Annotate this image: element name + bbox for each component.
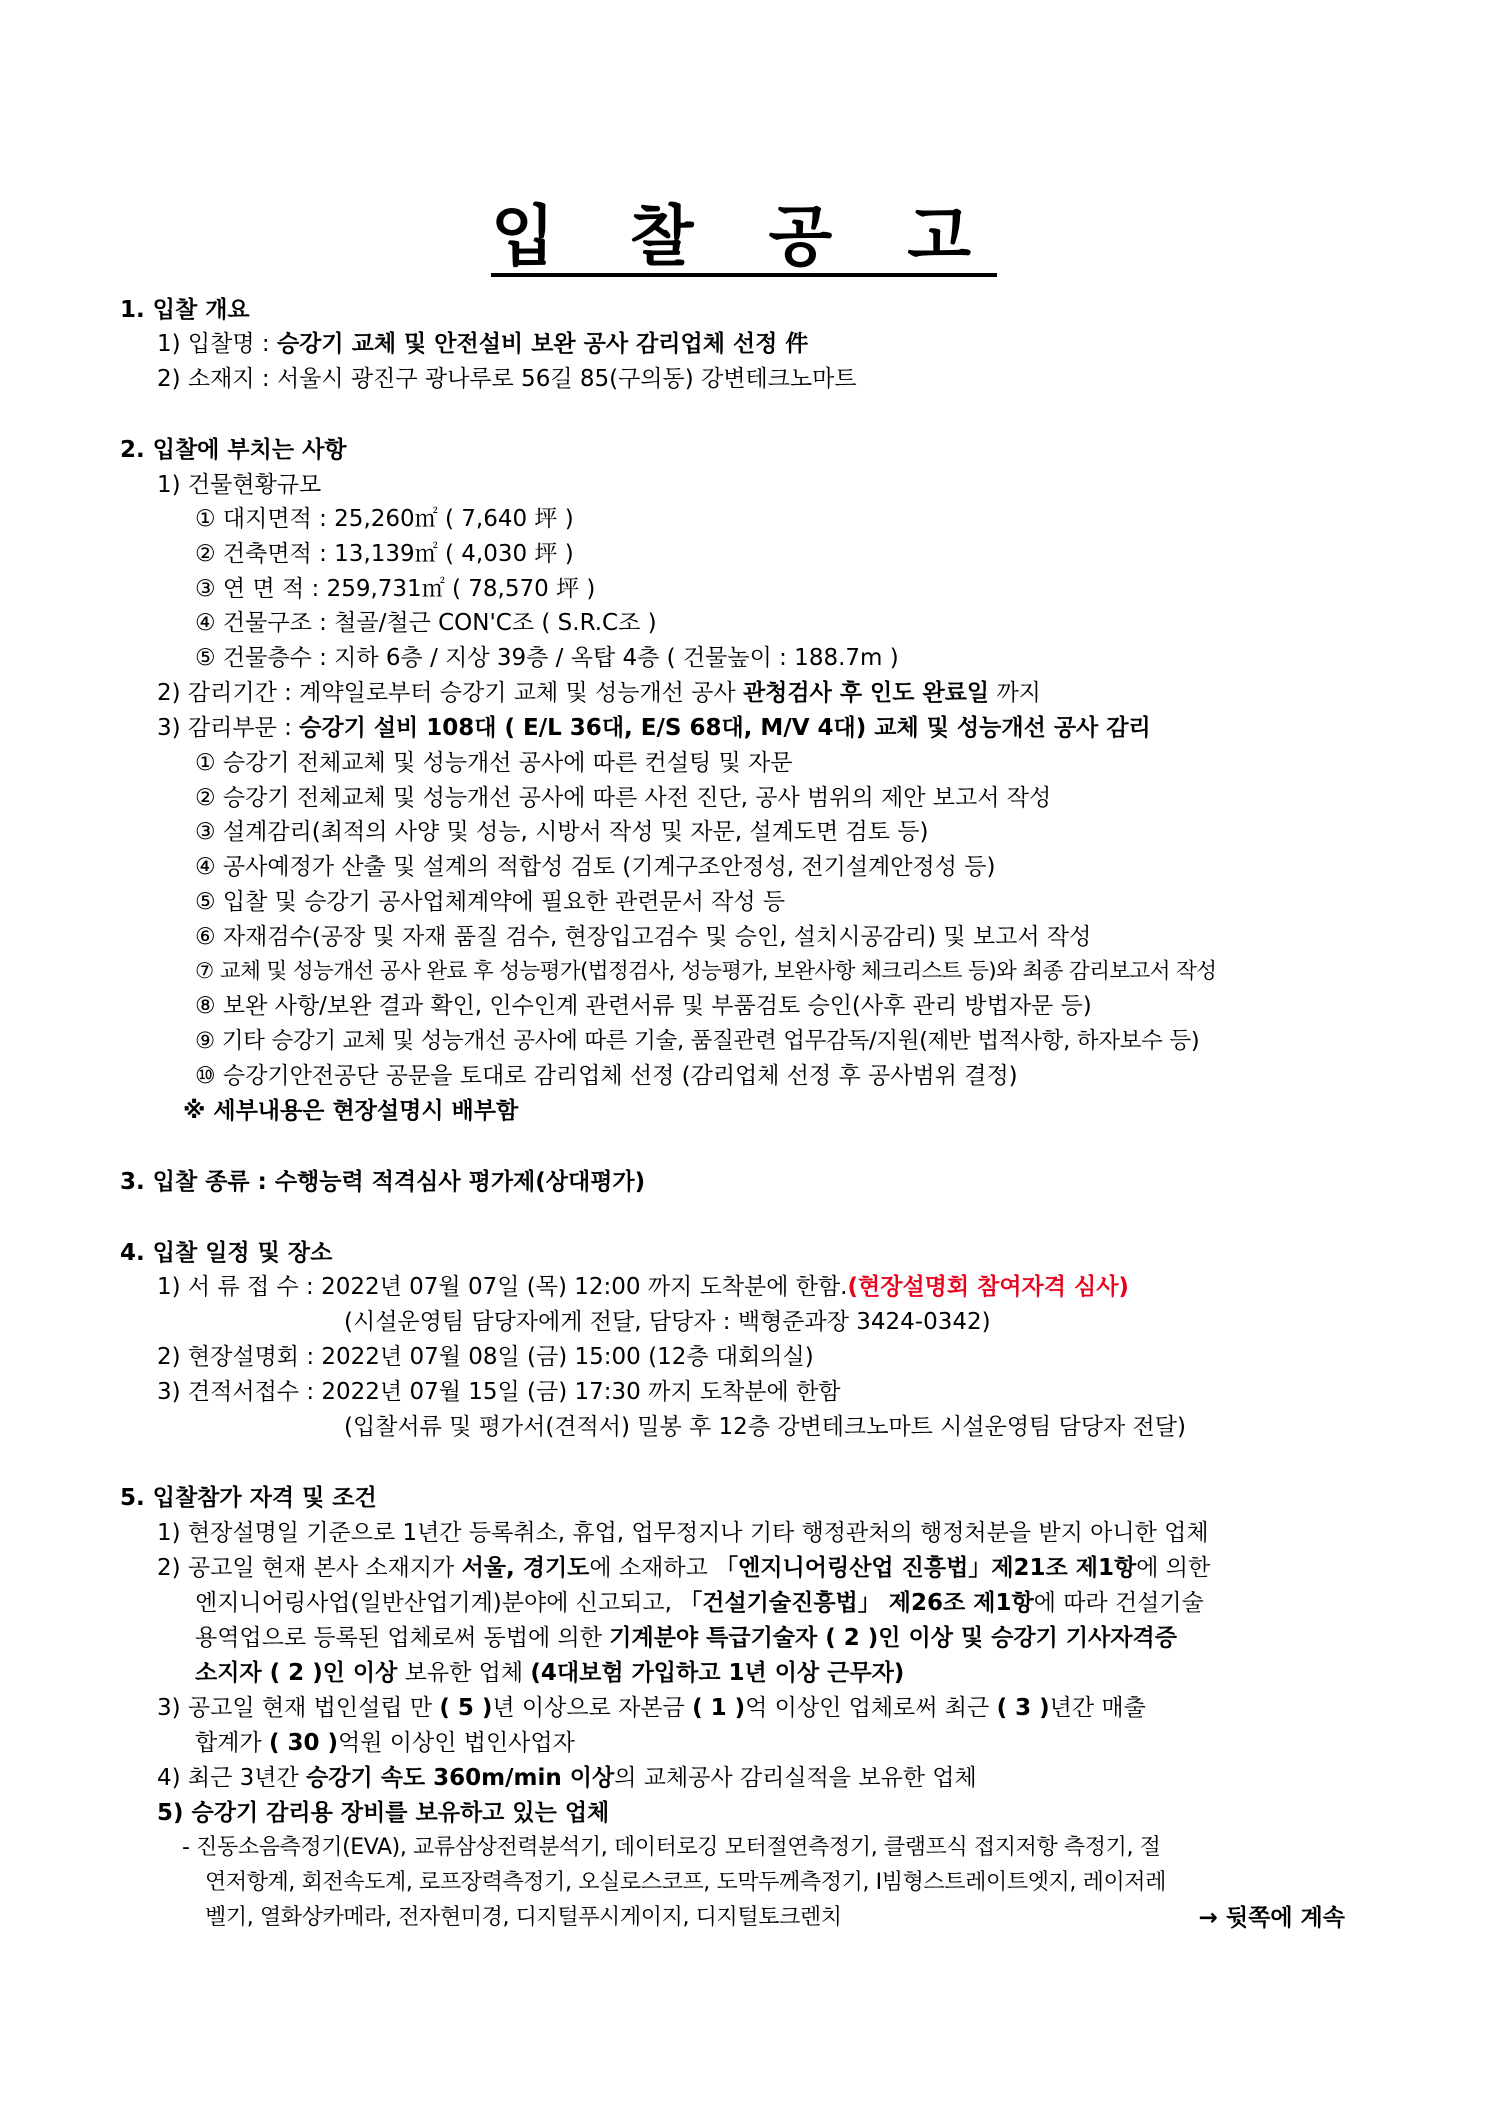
scope-note: ※ 세부내용은 현장설명시 배부함 bbox=[183, 1098, 519, 1124]
scope-bold: 승강기 설비 108대 ( E/L 36대, E/S 68대, M/V 4대) 교체 및 성능개선 공사 감리 bbox=[299, 715, 1151, 741]
scope-item: ⑤ 입찰 및 승강기 공사업체계약에 필요한 관련문서 작성 등 bbox=[195, 889, 786, 915]
text-bold: 제21조 제1항 bbox=[991, 1555, 1137, 1581]
section-5-heading: 5. 입찰참가 자격 및 조건 bbox=[120, 1485, 377, 1511]
period-suffix: 까지 bbox=[989, 680, 1041, 706]
condition-2-line-3 bbox=[195, 1621, 1177, 1655]
text-bold: 소지자 ( 2 )인 이상 bbox=[195, 1660, 398, 1686]
text-bold: ( 5 ) bbox=[439, 1695, 493, 1721]
continue-note: → 뒷쪽에 계속 bbox=[1198, 1905, 1345, 1931]
section-4-heading: 4. 입찰 일정 및 장소 bbox=[120, 1240, 333, 1266]
scope-item: ④ 공사예정가 산출 및 설계의 적합성 검토 (기계구조안정성, 전기설계안정성 등) bbox=[195, 854, 996, 880]
text: 의 교체공사 감리실적을 보유한 업체 bbox=[614, 1765, 977, 1791]
equipment-line-3 bbox=[205, 1901, 1345, 1935]
scope-item: ⑨ 기타 승강기 교체 및 성능개선 공사에 따른 기술, 품질관련 업무감독/지원(제반 법적사항, 하자보수 등) bbox=[195, 1028, 1200, 1054]
scope-item: ② 승강기 전체교체 및 성능개선 공사에 따른 사전 진단, 공사 범위의 제안 보고서 작성 bbox=[195, 785, 1052, 811]
condition-2-line-4 bbox=[195, 1656, 904, 1690]
condition-3-line-2 bbox=[195, 1726, 575, 1760]
text: 억원 이상인 법인사업자 bbox=[338, 1730, 575, 1756]
text: 에 소재하고 bbox=[589, 1555, 716, 1581]
scope-item: ③ 설계감리(최적의 사양 및 성능, 시방서 작성 및 자문, 설계도면 검토 등) bbox=[195, 819, 929, 845]
site-briefing: 2) 현장설명회 : 2022년 07월 08일 (금) 15:00 (12층 대회의실) bbox=[157, 1344, 814, 1370]
building-item: ① 대지면적 : 25,260㎡ ( 7,640 坪 ) bbox=[195, 506, 574, 532]
text: 억 이상인 업체로써 최근 bbox=[745, 1695, 997, 1721]
equipment-line-2: 연저항계, 회전속도계, 로프장력측정기, 오실로스코프, 도막두께측정기, I빔형스트레이트엣지, 레이저레 bbox=[205, 1870, 1166, 1895]
quote-submission: 3) 견적서접수 : 2022년 07월 15일 (금) 17:30 까지 도착분에 한함 bbox=[157, 1379, 841, 1405]
building-item: ④ 건물구조 : 철골/철근 CON'C조 ( S.R.C조 ) bbox=[195, 610, 657, 636]
building-item: ⑤ 건물층수 : 지하 6층 / 지상 39층 / 옥탑 4층 ( 건물높이 : 188.7m ) bbox=[195, 645, 899, 671]
condition-2-line-2 bbox=[195, 1586, 1204, 1620]
condition-5: 5) 승강기 감리용 장비를 보유하고 있는 업체 bbox=[157, 1800, 610, 1826]
text-bold: (4대보험 가입하고 1년 이상 근무자) bbox=[530, 1660, 905, 1686]
page-title: 입 찰 공 고 bbox=[491, 198, 997, 275]
scope-item: ① 승강기 전체교체 및 성능개선 공사에 따른 컨설팅 및 자문 bbox=[195, 750, 793, 776]
section-1-heading: 1. 입찰 개요 bbox=[120, 297, 250, 323]
bid-name-label: 1) 입찰명 : bbox=[157, 331, 277, 357]
doc-submission-note: (시설운영팀 담당자에게 전달, 담당자 : 백형준과장 3424-0342) bbox=[344, 1309, 991, 1335]
bid-name-line bbox=[157, 327, 808, 361]
condition-2-line-1 bbox=[157, 1551, 1210, 1585]
building-item: ③ 연 면 적 : 259,731㎡ ( 78,570 坪 ) bbox=[195, 576, 596, 602]
doc-submission-text: 1) 서 류 접 수 : 2022년 07월 07일 (목) 12:00 까지 도착분에 한함. bbox=[157, 1274, 848, 1300]
supervision-scope bbox=[157, 711, 1151, 745]
scope-item: ⑩ 승강기안전공단 공문을 토대로 감리업체 선정 (감리업체 선정 후 공사범위 결정) bbox=[195, 1063, 1018, 1089]
text-bold: 승강기 속도 360m/min 이상 bbox=[306, 1765, 615, 1791]
doc-submission bbox=[157, 1270, 1129, 1304]
text: 4) 최근 3년간 bbox=[157, 1765, 307, 1791]
supervision-period bbox=[157, 676, 1041, 710]
bid-name-value: 승강기 교체 및 안전설비 보완 공사 감리업체 선정 件 bbox=[276, 331, 809, 357]
building-item: ② 건축면적 : 13,139㎡ ( 4,030 坪 ) bbox=[195, 541, 574, 567]
text: 3) 공고일 현재 법인설립 만 bbox=[157, 1695, 440, 1721]
scope-item: ⑧ 보완 사항/보완 결과 확인, 인수인계 관련서류 및 부품검토 승인(사후 관리 방법자문 등) bbox=[195, 993, 1092, 1019]
doc-submission-highlight: (현장설명회 참여자격 심사) bbox=[847, 1274, 1129, 1300]
condition-4 bbox=[157, 1761, 977, 1795]
text-bold: ( 1 ) bbox=[692, 1695, 746, 1721]
text: 에 의한 bbox=[1136, 1555, 1211, 1581]
text-bold: 「건설기술진흥법」 제26조 제1항 bbox=[679, 1590, 1034, 1616]
condition-1: 1) 현장설명일 기준으로 1년간 등록취소, 휴업, 업무정지나 기타 행정관처의 행정처분을 받지 아니한 업체 bbox=[157, 1520, 1209, 1546]
text: 엔지니어링사업(일반산업기계)분야에 신고되고, bbox=[195, 1590, 680, 1616]
scope-item: ⑦ 교체 및 성능개선 공사 완료 후 성능평가(법정검사, 성능평가, 보완사항 체크리스트 등)와 최종 감리보고서 작성 bbox=[195, 959, 1217, 984]
text-bold: 서울, 경기도 bbox=[461, 1555, 590, 1581]
period-prefix: 2) 감리기간 : 계약일로부터 승강기 교체 및 성능개선 공사 bbox=[157, 680, 743, 706]
equipment-line-1: - 진동소음측정기(EVA), 교류삼상전력분석기, 데이터로깅 모터절연측정기, 클램프식 접지저항 측정기, 절 bbox=[182, 1835, 1161, 1860]
text-bold: 「엔지니어링산업 진흥법」 bbox=[715, 1555, 992, 1581]
text: 에 따라 건설기술 bbox=[1033, 1590, 1204, 1616]
section-2-heading: 2. 입찰에 부치는 사항 bbox=[120, 437, 347, 463]
text: 용역업으로 등록된 업체로써 동법에 의한 bbox=[195, 1625, 610, 1651]
text: 년간 매출 bbox=[1049, 1695, 1146, 1721]
text: 2) 공고일 현재 본사 소재지가 bbox=[157, 1555, 462, 1581]
text-bold: ( 3 ) bbox=[996, 1695, 1050, 1721]
section-3-heading: 3. 입찰 종류 : 수행능력 적격심사 평가제(상대평가) bbox=[120, 1169, 646, 1195]
text: 보유한 업체 bbox=[397, 1660, 531, 1686]
text: 년 이상으로 자본금 bbox=[492, 1695, 693, 1721]
scope-item: ⑥ 자재검수(공장 및 자재 품질 검수, 현장입고검수 및 승인, 설치시공감리) 및 보고서 작성 bbox=[195, 924, 1092, 950]
text-bold: 기계분야 특급기술자 ( 2 )인 이상 및 승강기 기사자격증 bbox=[609, 1625, 1177, 1651]
equipment-text: 벨기, 열화상카메라, 전자현미경, 디지털푸시게이지, 디지털토크렌치 bbox=[205, 1905, 842, 1930]
quote-submission-note: (입찰서류 및 평가서(견적서) 밀봉 후 12층 강변테크노마트 시설운영팀 담당자 전달) bbox=[344, 1414, 1186, 1440]
period-bold: 관청검사 후 인도 완료일 bbox=[742, 680, 990, 706]
condition-3-line-1 bbox=[157, 1691, 1146, 1725]
building-heading: 1) 건물현황규모 bbox=[157, 472, 322, 498]
text-bold: ( 30 ) bbox=[268, 1730, 339, 1756]
bid-location: 2) 소재지 : 서울시 광진구 광나루로 56길 85(구의동) 강변테크노마트 bbox=[157, 366, 857, 392]
scope-prefix: 3) 감리부문 : bbox=[157, 715, 300, 741]
text: 합계가 bbox=[195, 1730, 269, 1756]
